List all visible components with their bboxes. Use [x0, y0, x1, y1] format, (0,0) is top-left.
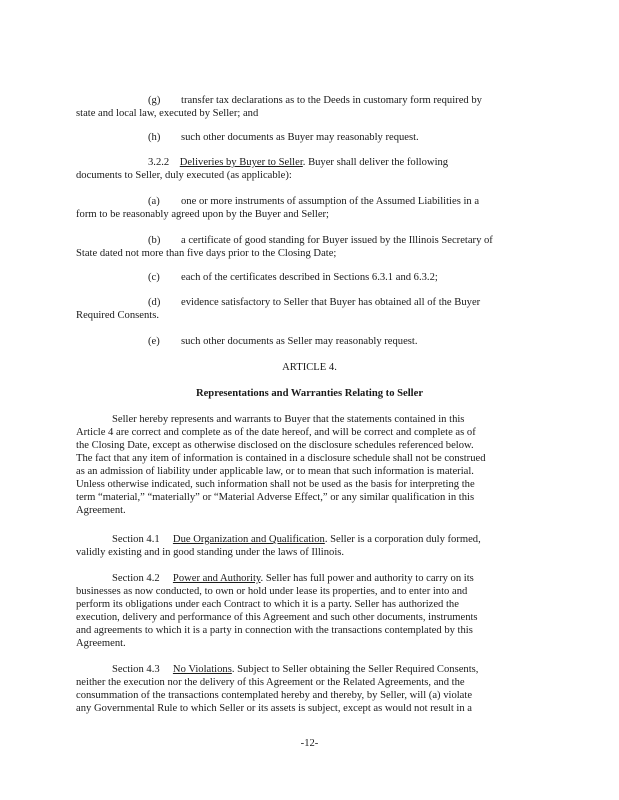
section-41-line1-rest: . Seller is a corporation duly formed, [324, 534, 481, 545]
intro-line-2: Article 4 are correct and complete as of the date hereof, and will be correct and complete as of [76, 427, 476, 438]
article-title: ARTICLE 4. [282, 362, 337, 373]
section-43-line4: any Governmental Rule to which Seller or its assets is subject, except as would not result in a [76, 703, 473, 714]
section-43-line1 [112, 663, 478, 676]
section-42-label: Section 4.2 [112, 573, 160, 584]
item-b-line2: State dated not more than five days prior to the Closing Date; [76, 248, 337, 259]
item-d-line1: evidence satisfactory to Seller that Buyer has obtained all of the Buyer [181, 297, 481, 308]
intro-line-5: as an admission of liability under applicable law, or to mean that such information is material. [76, 466, 474, 477]
section-41-line2: validly existing and in good standing under the laws of Illinois. [76, 547, 345, 558]
page-number: -12- [300, 738, 319, 749]
section-42-title: Power and Authority [172, 573, 261, 584]
section-42-line3: perform its obligations under each Contract to which it is a party. Seller has authorized the [76, 599, 459, 610]
section-43-title: No Violations [172, 664, 232, 675]
item-d-label: (d) [148, 297, 161, 308]
item-b-line1: a certificate of good standing for Buyer issued by the Illinois Secretary of [181, 235, 493, 246]
section-322-number: 3.2.2 [148, 157, 170, 168]
item-h-line1: such other documents as Buyer may reasonably request. [181, 132, 419, 143]
item-a-label: (a) [148, 196, 160, 207]
section-43-line3: consummation of the transactions contemplated hereby and thereby, by Seller, will (a) violate [76, 690, 473, 701]
intro-line-4: The fact that any item of information is contained in a disclosure schedule shall not be construed [76, 453, 486, 464]
section-322-title: Deliveries by Buyer to Seller [179, 157, 303, 168]
intro-line-8: Agreement. [76, 505, 126, 516]
section-42-line6: Agreement. [76, 638, 126, 649]
item-h-label: (h) [148, 132, 161, 143]
section-42-line4: execution, delivery and performance of this Agreement and such other documents, instruments [76, 612, 478, 623]
section-41-title: Due Organization and Qualification [172, 534, 325, 545]
section-322-line1-rest: . Buyer shall deliver the following [302, 157, 449, 168]
section-43-label: Section 4.3 [112, 664, 160, 675]
item-b-label: (b) [148, 235, 161, 246]
item-g-label: (g) [148, 95, 161, 106]
item-c-label: (c) [148, 272, 160, 283]
article-subtitle: Representations and Warranties Relating to Seller [195, 388, 424, 399]
intro-line-3: the Closing Date, except as otherwise disclosed on the disclosure schedules referenced below. [76, 440, 474, 451]
section-42-line2: businesses as now conducted, to own or hold under lease its properties, and to enter into and [76, 586, 468, 597]
section-41-line1 [112, 533, 481, 546]
item-g-line2: state and local law, executed by Seller; and [76, 108, 259, 119]
section-41-label: Section 4.1 [112, 534, 160, 545]
intro-line-6: Unless otherwise indicated, such information shall not be used as the basis for interpreting the [76, 479, 475, 490]
item-e-label: (e) [148, 336, 160, 347]
item-a-line2: form to be reasonably agreed upon by the Buyer and Seller; [76, 209, 329, 220]
section-43-line2: neither the execution nor the delivery of this Agreement or the Related Agreements, and the [76, 677, 465, 688]
section-42-line1 [112, 572, 474, 585]
item-g-line1: transfer tax declarations as to the Deeds in customary form required by [181, 95, 482, 106]
section-42-line5: and agreements to which it is a party in connection with the transactions contemplated by this [76, 625, 473, 636]
item-c-line1: each of the certificates described in Sections 6.3.1 and 6.3.2; [181, 272, 438, 283]
intro-line-7: term “material,” “materially” or “Material Adverse Effect,” or any similar qualification in this [76, 492, 475, 503]
section-322-heading-line [148, 156, 448, 169]
intro-line-1: Seller hereby represents and warrants to Buyer that the statements contained in this [112, 414, 465, 425]
section-322-line2: documents to Seller, duly executed (as applicable): [76, 170, 292, 181]
section-43-line1-rest: . Subject to Seller obtaining the Seller Required Consents, [231, 664, 479, 675]
item-e-line1: such other documents as Seller may reasonably request. [181, 336, 418, 347]
section-42-line1-rest: . Seller has full power and authority to carry on its [260, 573, 474, 584]
item-a-line1: one or more instruments of assumption of the Assumed Liabilities in a [181, 196, 480, 207]
item-d-line2: Required Consents. [76, 310, 159, 321]
